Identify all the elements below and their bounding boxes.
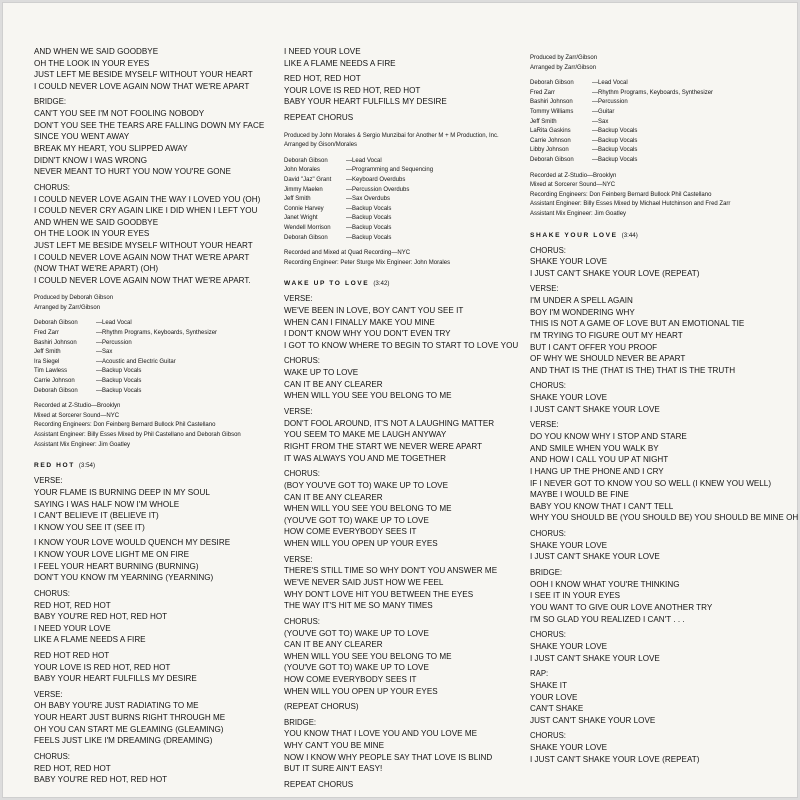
lyric-line: I JUST CAN'T SHAKE YOUR LOVE — [530, 653, 660, 663]
section-label: CHORUS: — [530, 245, 566, 255]
musician-name: Deborah Gibson — [530, 156, 574, 163]
lyric-line: BUT I CAN'T OFFER YOU PROOF — [530, 342, 658, 352]
lyric-line: OH BABY YOU'RE JUST RADIATING TO ME — [34, 701, 199, 711]
song-title — [284, 280, 522, 287]
lyrics-section — [284, 293, 522, 351]
lyrics-section — [530, 283, 780, 376]
lyric-line: HOW COME EVERYBODY SEES IT — [284, 527, 417, 537]
section-label: CHORUS: — [284, 356, 320, 366]
lyrics-section — [34, 46, 272, 92]
lyric-line: RED HOT, RED HOT — [34, 763, 111, 773]
lyric-line: FEELS JUST LIKE I'M DREAMING (DREAMING) — [34, 736, 213, 746]
musician-name: Jimmy Maelen — [284, 186, 323, 193]
lyric-line: SHAKE YOUR LOVE — [530, 257, 608, 267]
musician-role: —Acoustic and Electric Guitar — [96, 358, 176, 365]
section-label: CHORUS: — [530, 731, 566, 741]
lyric-line: BUT IT SURE AIN'T EASY! — [284, 764, 383, 774]
credit-line: Assistant Engineer: Billy Esses Mixed by Phil Castellano and Deborah Gibson — [34, 432, 241, 438]
credit-line: Recorded and Mixed at Quad Recording—NYC — [284, 250, 411, 257]
musician-role: —Sax — [592, 118, 609, 125]
lyric-line: CAN IT BE ANY CLEARER — [284, 492, 383, 502]
lyric-line: NOW I KNOW WHY PEOPLE SAY THAT LOVE IS BLIND — [284, 752, 493, 762]
musician-role: —Percussion — [96, 339, 132, 346]
section-label: CHORUS: — [34, 182, 70, 192]
lyrics-section — [284, 701, 522, 713]
section-label: CHORUS: — [530, 630, 566, 640]
credit-line: Produced by Deborah Gibson — [34, 295, 114, 302]
section-label: CHORUS: — [34, 588, 70, 598]
musician-role: —Backup Vocals — [96, 378, 142, 385]
lyric-line: AND THAT IS THE (THAT IS THE) THAT IS THE TRUTH — [530, 365, 736, 375]
musician-name: Bashiri Johnson — [34, 339, 77, 346]
lyric-line: WE'VE NEVER SAID JUST HOW WE FEEL — [284, 577, 444, 587]
section-label: VERSE: — [284, 407, 313, 417]
credit-row — [34, 319, 272, 329]
credit-line: Recording Engineer: Peter Sturge Mix Engineer: John Morales — [284, 259, 451, 266]
lyric-line: DON'T YOU KNOW I'M YEARNING (YEARNING) — [34, 573, 214, 583]
lyric-line: YOU WANT TO GIVE OUR LOVE ANOTHER TRY — [530, 602, 713, 612]
musician-role: —Backup Vocals — [346, 215, 392, 222]
musician-role: —Backup Vocals — [592, 147, 638, 154]
lyrics-section — [284, 616, 522, 697]
credit-row — [34, 348, 272, 358]
musician-name: Jeff Smith — [284, 196, 311, 203]
lyric-line: WHEN WILL YOU OPEN UP YOUR EYES — [284, 538, 438, 548]
credit-line: Mixed at Sorcerer Sound—NYC — [530, 182, 616, 189]
lyric-line: I DON'T KNOW WHY YOU DON'T EVEN TRY — [284, 329, 451, 339]
lyrics-section — [530, 668, 780, 726]
musician-role: —Backup Vocals — [592, 128, 638, 135]
lyric-line: AND SMILE WHEN YOU WALK BY — [530, 443, 659, 453]
musician-role: —Backup Vocals — [96, 368, 142, 375]
credits-block — [530, 54, 780, 220]
lyrics-section — [284, 406, 522, 464]
section-label: VERSE: — [530, 284, 559, 294]
credit-row — [530, 79, 780, 89]
credit-row — [530, 108, 780, 118]
lyric-line: I COULD NEVER LOVE AGAIN NOW THAT WE'RE APART — [34, 252, 250, 262]
credit-row — [34, 339, 272, 349]
lyric-line: WHEN CAN I FINALLY MAKE YOU MINE — [284, 317, 435, 327]
credit-line: Recorded at Z-Studio—Brooklyn — [530, 172, 617, 179]
credit-line: Recording Engineers: Don Feinberg Bernard Bullock Phil Castellano — [34, 422, 216, 429]
lyrics-section — [530, 629, 780, 664]
musician-name: Fred Zarr — [530, 89, 556, 96]
credits-block — [34, 294, 272, 450]
lyrics-section — [34, 650, 272, 685]
musician-name: Carrie Johnson — [34, 378, 75, 385]
lyric-line: DO YOU KNOW WHY I STOP AND STARE — [530, 432, 687, 442]
musician-role: —Backup Vocals — [96, 387, 142, 394]
musician-role: —Keyboard Overdubs — [346, 176, 406, 183]
lyric-line: YOUR LOVE IS RED HOT, RED HOT — [284, 85, 421, 95]
lyric-line: JUST CAN'T SHAKE YOUR LOVE — [530, 715, 656, 725]
credit-line: Assistant Mix Engineer: Jim Goatley — [530, 210, 627, 217]
lyric-line: BABY YOU'RE RED HOT, RED HOT — [34, 612, 168, 622]
musician-name: Jeff Smith — [34, 349, 61, 356]
lyrics-section — [34, 588, 272, 646]
lyric-line: WHY CAN'T YOU BE MINE — [284, 741, 385, 751]
lyric-line: BABY YOU'RE RED HOT, RED HOT — [34, 775, 168, 785]
column-3 — [530, 46, 799, 769]
lyric-line: THERE'S STILL TIME SO WHY DON'T YOU ANSWER ME — [284, 566, 498, 576]
section-label: VERSE: — [34, 689, 63, 699]
musician-role: —Sax — [96, 349, 113, 356]
lyric-line: DIDN'T KNOW I WAS WRONG — [34, 155, 148, 165]
lyrics-section — [284, 779, 522, 791]
credit-row — [284, 205, 522, 215]
musician-role: —Programming and Sequencing — [346, 167, 434, 174]
lyric-line: SHAKE YOUR LOVE — [530, 540, 608, 550]
musician-name: LaRita Gaskins — [530, 128, 571, 135]
lyric-line: WHEN WILL YOU OPEN UP YOUR EYES — [284, 686, 438, 696]
musician-name: John Morales — [284, 167, 321, 174]
musician-name: Tim Lawless — [34, 368, 68, 375]
lyric-line: WHEN WILL YOU SEE YOU BELONG TO ME — [284, 391, 452, 401]
section-label: VERSE: — [530, 420, 559, 430]
lyric-line: THIS IS NOT A GAME OF LOVE BUT AN EMOTIONAL TIE — [530, 319, 745, 329]
lyric-line: (BOY YOU'VE GOT TO) WAKE UP TO LOVE — [284, 481, 449, 490]
lyrics-section — [530, 730, 780, 765]
lyric-line: LIKE A FLAME NEEDS A FIRE — [34, 635, 146, 645]
lyric-line: (YOU'VE GOT TO) WAKE UP TO LOVE — [284, 663, 429, 673]
musician-role: —Backup Vocals — [346, 234, 392, 241]
lyrics-section — [34, 751, 272, 786]
credit-line: Recorded at Z-Studio—Brooklyn — [34, 403, 121, 410]
lyric-line: I SEE IT IN YOUR EYES — [530, 591, 621, 601]
section-label: RAP: — [530, 669, 549, 679]
song-title — [34, 462, 272, 469]
credit-row — [284, 234, 522, 244]
musician-name: Carrie Johnson — [530, 137, 571, 144]
lyric-line: I GOT TO KNOW WHERE TO BEGIN TO START TO LOVE YOU — [284, 340, 519, 350]
lyric-line: AND WHEN WE SAID GOODBYE — [34, 217, 159, 227]
musician-role: —Backup Vocals — [346, 224, 392, 231]
section-label: CHORUS: — [34, 751, 70, 761]
lyrics-section — [34, 475, 272, 533]
lyric-line: (YOU'VE GOT TO) WAKE UP TO LOVE — [284, 515, 429, 525]
lyrics-section — [530, 245, 780, 280]
lyric-line: WAKE UP TO LOVE — [284, 368, 359, 378]
lyric-line: I CAN'T BELIEVE IT (BELIEVE IT) — [34, 511, 159, 521]
lyric-line: WHEN WILL YOU SEE YOU BELONG TO ME — [284, 651, 452, 661]
lyric-line: I NEED YOUR LOVE — [284, 47, 361, 56]
lyric-line: I JUST CAN'T SHAKE YOUR LOVE (REPEAT) — [530, 754, 700, 764]
musician-role: —Percussion Overdubs — [346, 186, 410, 193]
musician-name: Deborah Gibson — [34, 387, 78, 394]
credit-row — [530, 127, 780, 137]
section-label: BRIDGE: — [34, 97, 67, 107]
lyric-line: HOW COME EVERYBODY SEES IT — [284, 674, 417, 684]
credits-block — [284, 132, 522, 269]
lyric-line: YOUR FLAME IS BURNING DEEP IN MY SOUL — [34, 487, 210, 497]
section-label: VERSE: — [34, 476, 63, 486]
lyric-line: I'M UNDER A SPELL AGAIN — [530, 296, 633, 306]
lyric-line: THE WAY IT'S HIT ME SO MANY TIMES — [284, 601, 433, 611]
lyric-line: AND HOW I CALL YOU UP AT NIGHT — [530, 455, 669, 465]
lyric-line: I COULD NEVER CRY AGAIN LIKE I DID WHEN I LEFT YOU — [34, 206, 258, 216]
musician-name: Wendell Morrison — [284, 224, 331, 231]
musician-role: —Lead Vocal — [592, 80, 628, 87]
lyric-line: YOU KNOW THAT I LOVE YOU AND YOU LOVE ME — [284, 729, 477, 739]
lyric-line: (NOW THAT WE'RE APART) (OH) — [34, 264, 159, 274]
credit-row — [34, 329, 272, 339]
musician-role: —Lead Vocal — [96, 320, 132, 327]
lyrics-section — [284, 73, 522, 108]
lyric-line: BABY YOUR HEART FULFILLS MY DESIRE — [284, 97, 447, 107]
credit-line: Produced by John Morales & Sergio Munzibai for Another M + M Production, Inc. — [284, 132, 499, 139]
lyric-line: I FEEL YOUR HEART BURNING (BURNING) — [34, 561, 199, 571]
lyrics-section — [284, 46, 522, 69]
lyric-line: REPEAT CHORUS — [284, 779, 354, 789]
column-1 — [34, 46, 272, 790]
musician-role: —Percussion — [592, 99, 628, 106]
song-name: RED HOT — [34, 462, 75, 470]
lyric-line: SHAKE YOUR LOVE — [530, 641, 608, 651]
musician-name: Ira Siegel — [34, 358, 60, 365]
musician-role: —Guitar — [592, 108, 615, 115]
credit-row — [34, 358, 272, 368]
lyric-line: I'M SO GLAD YOU REALIZED I CAN'T . . . — [530, 614, 685, 624]
lyrics-section — [530, 380, 780, 415]
credit-row — [284, 195, 522, 205]
credit-row — [530, 137, 780, 147]
musician-name: Fred Zarr — [34, 330, 60, 337]
lyric-line: YOUR LOVE — [530, 692, 578, 702]
credit-row — [34, 377, 272, 387]
lyric-line: SHAKE IT — [530, 680, 568, 690]
lyric-line: MAYBE I WOULD BE FINE — [530, 490, 629, 500]
credit-line: Arranged by Zarr/Gibson — [34, 304, 101, 311]
credit-row — [34, 387, 272, 397]
musician-name: Janet Wright — [284, 215, 318, 222]
lyric-line: YOU SEEM TO MAKE ME LAUGH ANYWAY — [284, 430, 447, 440]
credit-row — [284, 157, 522, 167]
lyrics-section — [34, 182, 272, 287]
lyric-line: AND WHEN WE SAID GOODBYE — [34, 47, 159, 56]
lyric-line: REPEAT CHORUS — [284, 112, 354, 122]
credit-line: Produced by Zarr/Gibson — [530, 55, 598, 61]
section-label: CHORUS: — [284, 616, 320, 626]
lyrics-section — [34, 96, 272, 177]
musician-name: Deborah Gibson — [34, 320, 78, 327]
musician-role: —Rhythm Programs, Keyboards, Synthesizer — [592, 89, 714, 96]
lyric-line: IT WAS ALWAYS YOU AND ME TOGETHER — [284, 453, 446, 463]
musician-role: —Backup Vocals — [592, 156, 638, 163]
lyric-line: RIGHT FROM THE START WE NEVER WERE APART — [284, 442, 483, 452]
credit-line: Recording Engineers: Don Feinberg Bernard Bullock Phil Castellano — [530, 191, 712, 198]
lyric-line: SHAKE YOUR LOVE — [530, 743, 608, 753]
lyric-line: BREAK MY HEART, YOU SLIPPED AWAY — [34, 143, 188, 153]
lyric-line: WHY DON'T LOVE HIT YOU BETWEEN THE EYES — [284, 589, 474, 599]
lyric-line: I KNOW YOUR LOVE WOULD QUENCH MY DESIRE — [34, 538, 231, 548]
lyrics-section — [34, 537, 272, 583]
lyrics-section — [530, 419, 799, 524]
musician-name: Deborah Gibson — [284, 234, 328, 241]
musician-name: Connie Harvey — [284, 205, 324, 212]
credit-row — [530, 118, 780, 128]
lyric-line: OF WHY WE SHOULD NEVER BE APART — [530, 354, 686, 364]
song-duration: (3:42) — [373, 280, 390, 288]
lyrics-section — [284, 717, 522, 775]
lyrics-sheet — [2, 2, 798, 798]
song-name: SHAKE YOUR LOVE — [530, 231, 618, 239]
lyric-line: CAN IT BE ANY CLEARER — [284, 640, 383, 650]
section-label: CHORUS: — [284, 469, 320, 479]
lyric-line: YOUR HEART JUST BURNS RIGHT THROUGH ME — [34, 713, 226, 723]
lyrics-section — [284, 554, 522, 612]
lyric-line: BOY I'M WONDERING WHY — [530, 307, 635, 317]
lyric-line: I COULD NEVER LOVE AGAIN NOW THAT WE'RE APART. — [34, 275, 251, 285]
credit-line: Assistant Mix Engineer: Jim Goatley — [34, 441, 131, 448]
lyric-line: I KNOW YOU SEE IT (SEE IT) — [34, 522, 145, 532]
lyric-line: I COULD NEVER LOVE AGAIN NOW THAT WE'RE APART — [34, 81, 250, 91]
lyric-line: I'M TRYING TO FIGURE OUT MY HEART — [530, 331, 683, 341]
lyric-line: I JUST CAN'T SHAKE YOUR LOVE — [530, 552, 660, 562]
lyric-line: OH THE LOOK IN YOUR EYES — [34, 58, 150, 68]
lyric-line: OOH I KNOW WHAT YOU'RE THINKING — [530, 579, 680, 589]
lyric-line: I COULD NEVER LOVE AGAIN THE WAY I LOVED YOU (OH) — [34, 194, 261, 204]
lyric-line: IF I NEVER GOT TO KNOW YOU SO WELL (I KNEW YOU WELL) — [530, 478, 772, 488]
lyric-line: SAYING I WAS HALF NOW I'M WHOLE — [34, 499, 180, 509]
musician-name: David "Jaz" Grant — [284, 176, 332, 183]
lyric-line: LIKE A FLAME NEEDS A FIRE — [284, 58, 396, 68]
musician-name: Tommy Williams — [530, 108, 574, 115]
credit-row — [284, 186, 522, 196]
lyrics-section — [284, 112, 522, 124]
lyric-line: I JUST CAN'T SHAKE YOUR LOVE (REPEAT) — [530, 268, 700, 278]
song-title — [530, 232, 780, 239]
credit-line: Assistant Engineer: Billy Esses Mixed by Michael Hutchinson and Fred Zarr — [530, 201, 731, 208]
lyric-line: CAN IT BE ANY CLEARER — [284, 379, 383, 389]
lyric-line: DON'T FOOL AROUND, IT'S NOT A LAUGHING MATTER — [284, 418, 495, 428]
lyric-line: I NEED YOUR LOVE — [34, 623, 111, 633]
section-label: BRIDGE: — [284, 717, 317, 727]
lyric-line: JUST LEFT ME BESIDE MYSELF WITHOUT YOUR HEART — [34, 70, 253, 80]
lyric-line: SHAKE YOUR LOVE — [530, 393, 608, 403]
section-label: VERSE: — [284, 554, 313, 564]
musician-name: Deborah Gibson — [284, 157, 328, 164]
lyric-line: NEVER MEANT TO HURT YOU NOW YOU'RE GONE — [34, 167, 231, 177]
lyric-line: YOUR LOVE IS RED HOT, RED HOT — [34, 662, 171, 672]
song-duration: (3:44) — [621, 231, 638, 239]
lyric-line: BABY YOU KNOW THAT I CAN'T TELL — [530, 501, 674, 511]
lyric-line: I HANG UP THE PHONE AND I CRY — [530, 467, 664, 476]
section-label: CHORUS: — [530, 528, 566, 538]
lyrics-section — [284, 468, 522, 549]
lyrics-section — [34, 689, 272, 747]
lyric-line: OH YOU CAN START ME GLEAMING (GLEAMING) — [34, 724, 224, 734]
lyric-line: CAN'T YOU SEE I'M NOT FOOLING NOBODY — [34, 109, 205, 119]
lyric-line: WHEN WILL YOU SEE YOU BELONG TO ME — [284, 504, 452, 514]
musician-name: Bashiri Johnson — [530, 99, 573, 106]
lyric-line: RED HOT, RED HOT — [284, 74, 361, 84]
lyric-line: CAN'T SHAKE — [530, 704, 584, 714]
credit-row — [284, 166, 522, 176]
column-2 — [284, 46, 522, 794]
lyric-line: (YOU'VE GOT TO) WAKE UP TO LOVE — [284, 628, 429, 638]
section-label: VERSE: — [284, 294, 313, 304]
credit-line: Arranged by Gison/Morales — [284, 142, 358, 149]
credit-row — [530, 156, 780, 166]
lyric-line: RED HOT, RED HOT — [34, 600, 111, 610]
credit-row — [284, 224, 522, 234]
credit-row — [284, 214, 522, 224]
lyric-line: BABY YOUR HEART FULFILLS MY DESIRE — [34, 674, 197, 684]
credit-row — [530, 146, 780, 156]
lyric-line: WE'VE BEEN IN LOVE, BOY CAN'T YOU SEE IT — [284, 306, 464, 316]
lyric-line: I KNOW YOUR LOVE LIGHT ME ON FIRE — [34, 549, 190, 559]
lyrics-section — [530, 528, 780, 563]
lyrics-section — [284, 355, 522, 402]
credit-line: Mixed at Sorcerer Sound—NYC — [34, 412, 120, 419]
credit-row — [530, 89, 780, 99]
lyric-line: DON'T YOU SEE THE TEARS ARE FALLING DOWN MY FACE — [34, 120, 265, 130]
section-label: CHORUS: — [530, 381, 566, 391]
lyric-line: OH THE LOOK IN YOUR EYES — [34, 229, 150, 239]
song-name: WAKE UP TO LOVE — [284, 280, 370, 288]
musician-name: Deborah Gibson — [530, 80, 574, 87]
credit-row — [284, 176, 522, 186]
section-label: BRIDGE: — [530, 567, 563, 577]
lyric-line: JUST LEFT ME BESIDE MYSELF WITHOUT YOUR HEART — [34, 240, 253, 250]
song-duration: (3:54) — [78, 462, 96, 470]
credit-row — [34, 367, 272, 377]
lyric-line: I JUST CAN'T SHAKE YOUR LOVE — [530, 404, 660, 414]
musician-role: —Backup Vocals — [592, 137, 638, 144]
musician-name: Libby Johnson — [530, 147, 569, 154]
musician-role: —Lead Vocal — [346, 157, 382, 164]
lyric-line: (REPEAT CHORUS) — [284, 702, 359, 712]
musician-role: —Rhythm Programs, Keyboards, Synthesizer — [96, 330, 218, 337]
lyric-line: RED HOT RED HOT — [34, 650, 110, 660]
musician-role: —Sax Overdubs — [346, 196, 391, 203]
credit-line: Arranged by Zarr/Gibson — [530, 64, 597, 71]
lyrics-section — [530, 567, 780, 625]
musician-name: Jeff Smith — [530, 118, 557, 125]
lyric-line: SINCE YOU WENT AWAY — [34, 132, 130, 142]
lyric-line: WHY YOU SHOULD BE (YOU SHOULD BE) YOU SHOULD BE MINE OH — [530, 513, 799, 523]
musician-role: —Backup Vocals — [346, 205, 392, 212]
credit-row — [530, 98, 780, 108]
